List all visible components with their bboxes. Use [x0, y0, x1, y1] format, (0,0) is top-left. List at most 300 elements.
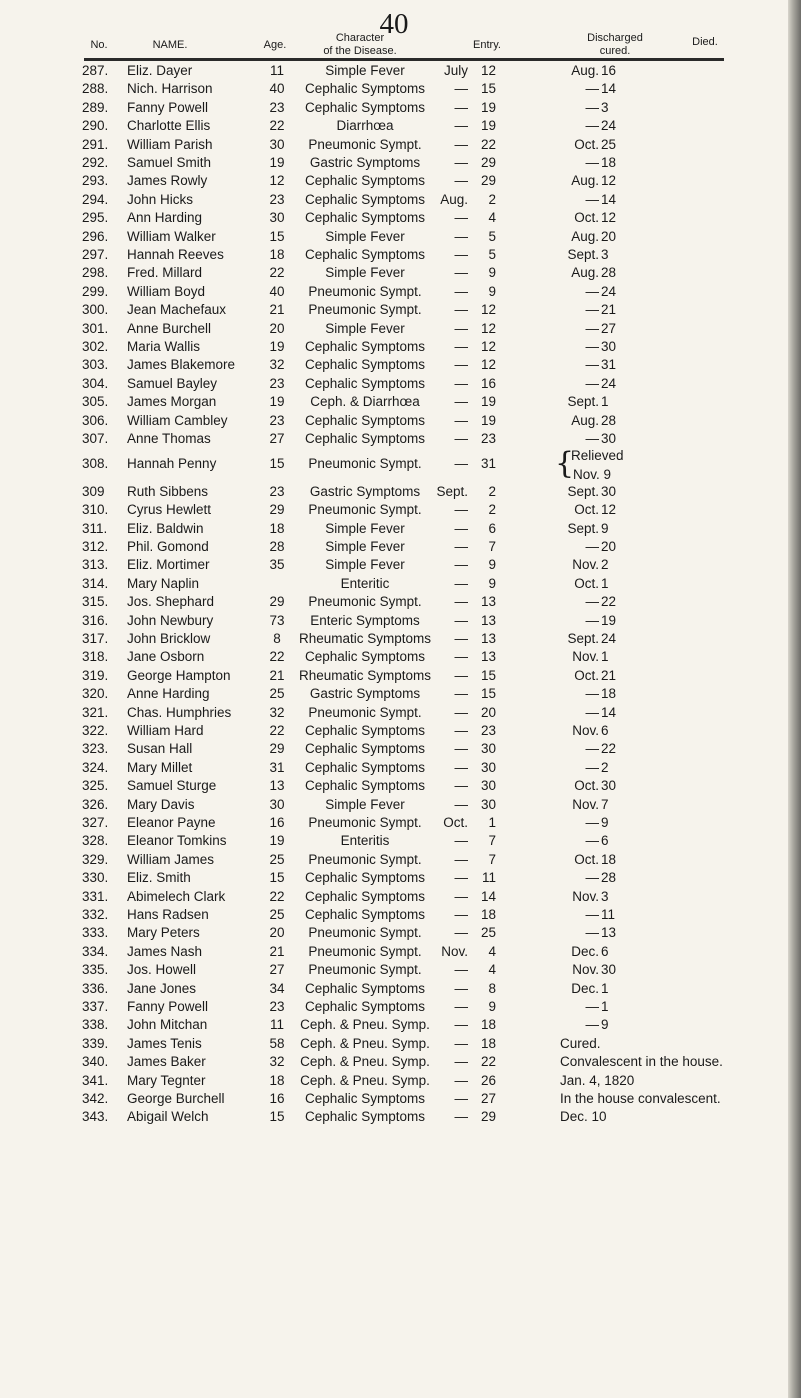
table-row	[0, 961, 788, 979]
patient-age: 27	[269, 962, 285, 978]
patient-name: James Blakemore	[127, 357, 236, 373]
entry-month: —	[454, 431, 468, 446]
discharge-month: —	[585, 339, 599, 354]
disease-character: Pneumonic Sympt.	[308, 815, 422, 830]
entry-month: —	[454, 1072, 468, 1088]
row-number: 331.	[82, 888, 109, 904]
patient-age: 19	[269, 833, 285, 849]
table-row	[0, 136, 788, 154]
discharge-month: Sept.	[567, 483, 599, 499]
entry-month: —	[454, 118, 468, 134]
disease-character: Cephalic Symptoms	[304, 99, 426, 115]
patient-age: 18	[269, 1072, 285, 1088]
table-row	[0, 80, 788, 98]
entry-month: —	[454, 759, 468, 775]
patient-age: 16	[269, 815, 285, 830]
disease-character: Gastric Symptoms	[309, 155, 421, 170]
patient-name: Eliz. Dayer	[127, 63, 193, 78]
discharge-day: 9	[601, 815, 609, 830]
disease-character: Pneumonic Sympt.	[308, 283, 422, 299]
entry-month: —	[454, 594, 468, 610]
discharge-day: 30	[601, 339, 617, 354]
patient-name: Samuel Sturge	[127, 778, 217, 794]
table-row	[0, 1035, 788, 1053]
header-age: Age.	[263, 39, 287, 51]
table-row	[0, 648, 788, 666]
discharge-note: In the house convalescent.	[560, 1091, 721, 1106]
discharge-day: 31	[601, 357, 617, 373]
discharge-day: 27	[601, 320, 617, 336]
entry-day: 18	[480, 907, 496, 922]
discharge-month: —	[585, 759, 599, 775]
discharge-month: Oct.	[574, 210, 599, 226]
table-row	[0, 62, 788, 80]
entry-month: —	[454, 980, 468, 996]
discharge-month: —	[585, 925, 599, 941]
patient-age: 29	[269, 502, 285, 518]
entry-month: —	[454, 667, 468, 683]
patient-age: 22	[269, 265, 285, 281]
disease-character: Cephalic Symptoms	[304, 888, 426, 904]
row-number: 323.	[82, 741, 109, 757]
patient-age: 19	[269, 339, 285, 354]
entry-day: 13	[480, 649, 496, 665]
entry-month: —	[454, 778, 468, 794]
entry-month: —	[454, 907, 468, 922]
discharge-month: Nov.	[572, 557, 599, 573]
entry-day: 8	[488, 980, 496, 996]
entry-month: —	[454, 557, 468, 573]
entry-month: —	[454, 704, 468, 720]
header-disease-line1: Character	[335, 32, 385, 44]
table-row	[0, 264, 788, 282]
disease-character: Cephalic Symptoms	[304, 1091, 426, 1106]
page-edge	[788, 0, 801, 1398]
entry-month: —	[454, 412, 468, 428]
discharge-day: 12	[601, 210, 617, 226]
patient-name: James Tenis	[127, 1035, 202, 1051]
disease-character: Ceph. & Pneu. Symp.	[300, 1017, 430, 1033]
patient-age: 22	[269, 888, 285, 904]
table-row	[0, 209, 788, 227]
discharge-month: —	[585, 191, 599, 207]
table-row	[0, 575, 788, 593]
page-number: 40	[379, 8, 409, 40]
entry-month: —	[454, 456, 468, 472]
row-number: 336.	[82, 980, 109, 996]
table-row	[0, 1108, 788, 1126]
discharge-day: 6	[601, 833, 609, 849]
discharge-month: —	[585, 431, 599, 446]
table-row	[0, 722, 788, 740]
header-discharged	[570, 32, 660, 58]
patient-name: Jean Machefaux	[127, 302, 227, 318]
disease-character: Gastric Symptoms	[309, 686, 421, 702]
disease-character: Cephalic Symptoms	[304, 1109, 426, 1125]
entry-month: —	[454, 173, 468, 189]
table-row	[0, 814, 788, 832]
table-row	[0, 430, 788, 448]
entry-day: 9	[488, 575, 496, 591]
discharge-day: 19	[601, 612, 617, 628]
row-number: 334.	[82, 943, 109, 959]
entry-month: —	[454, 851, 468, 867]
brace-icon: {	[555, 446, 575, 481]
row-number: 332.	[82, 907, 109, 922]
patient-age: 34	[269, 980, 285, 996]
row-number: 303.	[82, 357, 109, 373]
row-number: 322.	[82, 723, 109, 738]
row-number: 289.	[82, 99, 109, 115]
entry-day: 9	[488, 265, 496, 281]
entry-day: 20	[480, 704, 496, 720]
discharge-day: 24	[601, 118, 617, 134]
discharge-month: —	[585, 375, 599, 391]
row-number: 297.	[82, 247, 109, 262]
discharge-month: Oct.	[574, 851, 599, 867]
discharge-day: 11	[601, 907, 616, 922]
discharge-day: 30	[601, 962, 617, 978]
table-row	[0, 630, 788, 648]
disease-character: Simple Fever	[325, 228, 405, 244]
row-number: 324.	[82, 759, 109, 775]
row-number: 325.	[82, 778, 109, 794]
discharge-month: Dec.	[571, 943, 599, 959]
discharge-month: —	[585, 99, 599, 115]
discharge-day: 1	[601, 980, 609, 996]
discharge-month: Aug.	[571, 173, 599, 189]
table-row	[0, 117, 788, 135]
disease-character: Cephalic Symptoms	[304, 759, 426, 775]
discharge-month: Nov.	[572, 962, 599, 978]
patient-age: 21	[269, 302, 285, 318]
discharge-day: 14	[601, 81, 617, 97]
discharge-day: 14	[601, 191, 617, 207]
discharge-day: 20	[601, 228, 617, 244]
patient-age: 32	[269, 704, 285, 720]
discharge-day: 14	[601, 704, 617, 720]
entry-month: —	[454, 375, 468, 391]
patient-age: 20	[269, 925, 285, 941]
disease-character: Cephalic Symptoms	[304, 339, 426, 354]
header-no: No.	[90, 39, 108, 51]
discharge-month: —	[585, 283, 599, 299]
header-rule	[84, 58, 724, 61]
table-row	[0, 924, 788, 942]
patient-name: James Baker	[127, 1054, 206, 1070]
row-number: 293.	[82, 173, 109, 189]
table-row	[0, 320, 788, 338]
table-row	[0, 301, 788, 319]
table-row	[0, 1090, 788, 1108]
patient-age: 23	[269, 412, 285, 428]
entry-month: —	[454, 925, 468, 941]
disease-character: Ceph. & Pneu. Symp.	[300, 1054, 430, 1070]
patient-name: Anne Thomas	[127, 431, 211, 446]
patient-age: 40	[269, 283, 285, 299]
patient-age: 31	[269, 759, 285, 775]
entry-month: —	[454, 741, 468, 757]
table-row	[0, 283, 788, 301]
patient-age: 22	[269, 649, 285, 665]
row-number: 317.	[82, 631, 109, 646]
relieved-line2: Nov. 9	[573, 467, 612, 482]
entry-month: —	[454, 962, 468, 978]
table-row	[0, 906, 788, 924]
entry-month: Oct.	[443, 815, 468, 830]
table-row	[0, 154, 788, 172]
entry-month: —	[454, 339, 468, 354]
discharge-month: Nov.	[572, 888, 599, 904]
patient-name: William James	[127, 851, 215, 867]
row-number: 340.	[82, 1054, 109, 1070]
table-row	[0, 1016, 788, 1034]
entry-month: —	[454, 265, 468, 281]
entry-month: Aug.	[440, 191, 468, 207]
discharge-month: Aug.	[571, 228, 599, 244]
patient-name: George Burchell	[127, 1091, 225, 1106]
patient-name: Chas. Humphries	[127, 704, 232, 720]
disease-character: Diarrhœa	[336, 118, 394, 134]
discharge-note: Dec. 10	[560, 1109, 607, 1125]
table-row	[0, 520, 788, 538]
patient-name: William Cambley	[127, 412, 228, 428]
discharge-month: —	[585, 118, 599, 134]
entry-month: —	[454, 247, 468, 262]
discharge-day: 2	[601, 759, 609, 775]
entry-month: —	[454, 502, 468, 518]
entry-month: —	[454, 999, 468, 1014]
table-row	[0, 501, 788, 519]
entry-month: Sept.	[436, 483, 468, 499]
patient-name: Cyrus Hewlett	[127, 502, 212, 518]
row-number: 312.	[82, 539, 109, 554]
disease-character: Rheumatic Symptoms	[298, 631, 432, 646]
disease-character: Pneumonic Sympt.	[308, 851, 422, 867]
table-row	[0, 172, 788, 190]
row-number: 326.	[82, 796, 109, 812]
row-number: 287.	[82, 63, 109, 78]
patient-name: Abimelech Clark	[127, 888, 226, 904]
table-row	[0, 593, 788, 611]
discharge-month: —	[585, 815, 599, 830]
entry-month: —	[454, 357, 468, 373]
row-number: 306.	[82, 412, 109, 428]
disease-character: Pneumonic Sympt.	[308, 594, 422, 610]
disease-character: Cephalic Symptoms	[304, 173, 426, 189]
entry-day: 27	[480, 1091, 496, 1106]
patient-age: 28	[269, 539, 285, 554]
patient-age: 29	[269, 741, 285, 757]
row-number: 327.	[82, 815, 109, 830]
entry-day: 11	[481, 870, 496, 886]
discharge-month: Nov.	[572, 723, 599, 738]
entry-month: —	[454, 796, 468, 812]
discharge-month: Oct.	[574, 778, 599, 794]
entry-day: 30	[480, 741, 496, 757]
discharge-day: 6	[601, 723, 609, 738]
patient-age: 27	[269, 431, 285, 446]
patient-age: 11	[269, 63, 284, 78]
disease-character: Simple Fever	[325, 320, 405, 336]
patient-name: Fanny Powell	[127, 99, 209, 115]
patient-age: 15	[269, 228, 285, 244]
patient-name: Eleanor Payne	[127, 815, 216, 830]
discharge-day: 18	[601, 155, 617, 170]
patient-name: James Rowly	[127, 173, 208, 189]
row-number: 288.	[82, 81, 109, 97]
disease-character: Pneumonic Sympt.	[308, 136, 422, 152]
disease-character: Simple Fever	[325, 63, 405, 78]
row-number: 294.	[82, 191, 109, 207]
discharge-day: 1	[601, 394, 609, 410]
row-number: 341.	[82, 1072, 109, 1088]
entry-month: —	[454, 210, 468, 226]
row-number: 316.	[82, 612, 109, 628]
patient-name: Mary Peters	[127, 925, 200, 941]
patient-name: Mary Tegnter	[127, 1072, 206, 1088]
entry-day: 12	[480, 63, 496, 78]
entry-day: 29	[480, 173, 496, 189]
discharge-month: Sept.	[567, 520, 599, 536]
relieved-note	[555, 446, 655, 484]
entry-day: 19	[480, 118, 496, 134]
patient-name: John Bricklow	[127, 631, 211, 646]
entry-day: 12	[480, 357, 496, 373]
entry-month: —	[454, 302, 468, 318]
table-row	[0, 99, 788, 117]
patient-age: 15	[269, 870, 285, 886]
patient-name: Fanny Powell	[127, 999, 209, 1014]
discharge-month: Aug.	[571, 265, 599, 281]
patient-name: John Mitchan	[127, 1017, 208, 1033]
patient-name: Anne Harding	[127, 686, 210, 702]
patient-age: 32	[269, 357, 285, 373]
header-discharged-line1: Discharged	[587, 32, 643, 44]
relieved-line1: Relieved	[571, 448, 624, 463]
row-number: 342.	[82, 1091, 109, 1106]
table-row	[0, 246, 788, 264]
entry-day: 18	[480, 1035, 496, 1051]
disease-character: Enteric Symptoms	[310, 612, 420, 628]
entry-month: —	[454, 612, 468, 628]
entry-day: 13	[480, 612, 496, 628]
row-number: 295.	[82, 210, 109, 226]
patient-name: Hans Radsen	[127, 907, 209, 922]
discharge-month: Sept.	[567, 631, 599, 646]
row-number: 343.	[82, 1109, 109, 1125]
entry-day: 2	[488, 502, 496, 518]
patient-name: Eliz. Smith	[127, 870, 191, 886]
patient-name: Samuel Smith	[127, 155, 212, 170]
patient-name: Jane Osborn	[127, 649, 205, 665]
patient-name: Susan Hall	[127, 741, 193, 757]
patient-name: Jos. Shephard	[127, 594, 215, 610]
entry-day: 29	[480, 1109, 496, 1125]
table-row	[0, 943, 788, 961]
patient-age: 21	[269, 667, 285, 683]
entry-day: 29	[480, 155, 496, 170]
entry-day: 4	[488, 210, 496, 226]
entry-month: —	[454, 81, 468, 97]
discharge-month: Nov.	[572, 649, 599, 665]
row-number: 318.	[82, 649, 109, 665]
row-number: 313.	[82, 557, 109, 573]
patient-age: 21	[269, 943, 285, 959]
patient-age: 20	[269, 320, 285, 336]
entry-day: 16	[480, 375, 496, 391]
disease-character: Ceph. & Pneu. Symp.	[300, 1035, 430, 1051]
patient-age: 22	[269, 723, 285, 738]
discharge-month: —	[585, 686, 599, 702]
row-number: 339.	[82, 1035, 109, 1051]
disease-character: Cephalic Symptoms	[304, 999, 426, 1014]
discharge-month: —	[585, 320, 599, 336]
entry-month: —	[454, 575, 468, 591]
row-number: 330.	[82, 870, 109, 886]
discharge-month: —	[585, 704, 599, 720]
discharge-month: Oct.	[574, 667, 599, 683]
patient-name: George Hampton	[127, 667, 231, 683]
disease-character: Cephalic Symptoms	[304, 741, 426, 757]
patient-name: William Parish	[127, 136, 213, 152]
discharge-day: 30	[601, 778, 617, 794]
patient-age: 18	[269, 247, 285, 262]
patient-age: 25	[269, 907, 285, 922]
discharge-day: 30	[601, 483, 617, 499]
patient-name: Nich. Harrison	[127, 81, 213, 97]
disease-character: Ceph. & Pneu. Symp.	[300, 1072, 430, 1088]
discharge-month: Aug.	[571, 63, 599, 78]
disease-character: Cephalic Symptoms	[304, 980, 426, 996]
discharge-month: Sept.	[567, 394, 599, 410]
discharge-month: Aug.	[571, 412, 599, 428]
table-row	[0, 796, 788, 814]
disease-character: Cephalic Symptoms	[304, 649, 426, 665]
disease-character: Cephalic Symptoms	[304, 357, 426, 373]
entry-day: 15	[480, 686, 496, 702]
table-row	[0, 851, 788, 869]
disease-character: Simple Fever	[325, 265, 405, 281]
patient-name: William Walker	[127, 228, 216, 244]
discharge-day: 22	[601, 741, 617, 757]
header-disease	[305, 32, 415, 58]
discharge-note: Cured.	[560, 1035, 601, 1051]
row-number: 308.	[82, 456, 109, 472]
header-name: NAME.	[152, 39, 188, 51]
header-disease-line2: of the Disease.	[323, 45, 397, 57]
patient-age: 12	[269, 173, 285, 189]
entry-month: —	[454, 723, 468, 738]
disease-character: Simple Fever	[325, 796, 405, 812]
discharge-month: —	[585, 999, 599, 1014]
discharge-day: 1	[601, 649, 609, 665]
entry-month: —	[454, 649, 468, 665]
entry-month: —	[454, 1035, 468, 1051]
entry-month: —	[454, 870, 468, 886]
patient-name: Eleanor Tomkins	[127, 833, 227, 849]
entry-day: 23	[480, 723, 496, 738]
disease-character: Cephalic Symptoms	[304, 81, 426, 97]
patient-age: 19	[269, 155, 285, 170]
discharge-month: Oct.	[574, 502, 599, 518]
disease-character: Pneumonic Sympt.	[308, 943, 422, 959]
patient-name: Jos. Howell	[127, 962, 197, 978]
patient-age: 40	[269, 81, 285, 97]
patient-age: 30	[269, 210, 285, 226]
discharge-month: —	[585, 357, 599, 373]
entry-month: —	[454, 394, 468, 410]
